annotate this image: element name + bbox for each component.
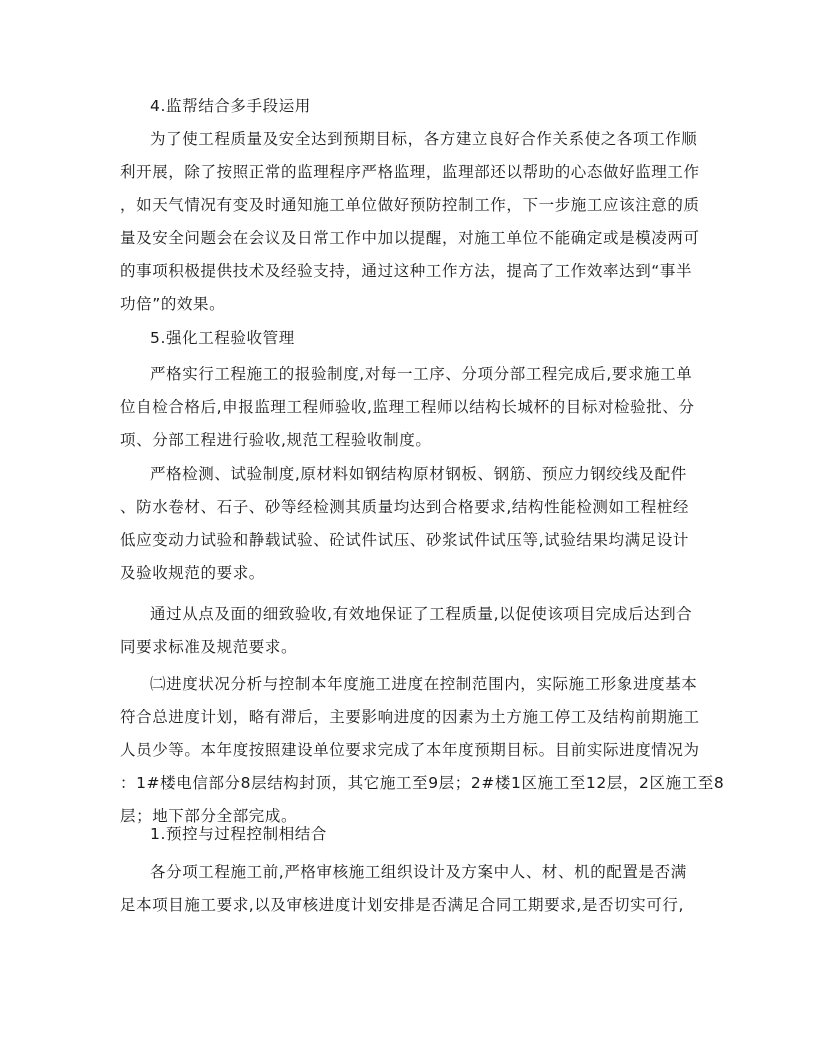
paragraph-line: 功倍”的效果。 xyxy=(120,295,226,313)
paragraph-line: 严格实行工程施工的报验制度,对每一工序、分项分部工程完成后,要求施工单 xyxy=(150,365,693,383)
paragraph-line: 位自检合格后,申报监理工程师验收,监理工程师以结构长城杯的目标对检验批、分 xyxy=(120,398,695,416)
paragraph-line: 低应变动力试验和静载试验、砼试件试压、砂浆试件试压等,试验结果均满足设计 xyxy=(120,531,690,549)
paragraph-line: 层；地下部分全部完成。 xyxy=(120,807,298,825)
paragraph-line: 人员少等。本年度按照建设单位要求完成了本年度预期目标。目前实际进度情况为 xyxy=(120,741,700,759)
paragraph-line: ，如天气情况有变及时通知施工单位做好预防控制工作，下一步施工应该注意的质 xyxy=(120,196,700,214)
paragraph-line: ㈡进度状况分析与控制本年度施工进度在控制范围内，实际施工形象进度基本 xyxy=(150,675,698,693)
heading-1 xyxy=(120,818,700,851)
paragraph-line: 利开展，除了按照正常的监理程序严格监理，监理部还以帮助的心态做好监理工作 xyxy=(120,163,700,181)
heading-text: 5.强化工程验收管理 xyxy=(150,329,295,347)
paragraph-line: 、防水卷材、石子、砂等经检测其质量均达到合格要求,结构性能检测如工程桩经 xyxy=(120,498,690,516)
paragraph-6 xyxy=(120,856,700,922)
paragraph-line: 符合总进度计划，略有滞后，主要影响进度的因素为土方施工停工及结构前期施工 xyxy=(120,708,700,726)
heading-text: 1.预控与过程控制相结合 xyxy=(150,825,327,843)
heading-5 xyxy=(120,322,700,355)
paragraph-line: 项、分部工程进行验收,规范工程验收制度。 xyxy=(120,431,432,449)
paragraph-2 xyxy=(120,358,700,457)
paragraph-line: 严格检测、试验制度,原材料如钢结构原材钢板、钢筋、预应力钢绞线及配件 xyxy=(150,465,687,483)
heading-text: 4.监帮结合多手段运用 xyxy=(150,97,311,115)
paragraph-line: ：1#楼电信部分8层结构封顶，其它施工至9层；2#楼1区施工至12层，2区施工至8 xyxy=(120,774,725,792)
paragraph-line: 通过从点及面的细致验收,有效地保证了工程质量,以促使该项目完成后达到合 xyxy=(150,605,693,623)
paragraph-line: 同要求标准及规范要求。 xyxy=(120,638,298,656)
paragraph-5 xyxy=(120,668,725,833)
paragraph-4 xyxy=(120,598,700,664)
paragraph-line: 各分项工程施工前,严格审核施工组织设计及方案中人、材、机的配置是否满 xyxy=(150,863,687,881)
paragraph-line: 的事项积极提供技术及经验支持，通过这种工作方法，提高了工作效率达到“事半 xyxy=(120,262,693,280)
paragraph-line: 为了使工程质量及安全达到预期目标，各方建立良好合作关系使之各项工作顺 xyxy=(150,130,698,148)
heading-4 xyxy=(120,90,700,123)
paragraph-line: 及验收规范的要求。 xyxy=(120,564,265,582)
paragraph-3 xyxy=(120,458,700,590)
paragraph-line: 量及安全问题会在会议及日常工作中加以提醒，对施工单位不能确定或是模凌两可 xyxy=(120,229,700,247)
paragraph-line: 足本项目施工要求,以及审核进度计划安排是否满足合同工期要求,是否切实可行, xyxy=(120,896,684,914)
paragraph-1 xyxy=(120,123,700,321)
